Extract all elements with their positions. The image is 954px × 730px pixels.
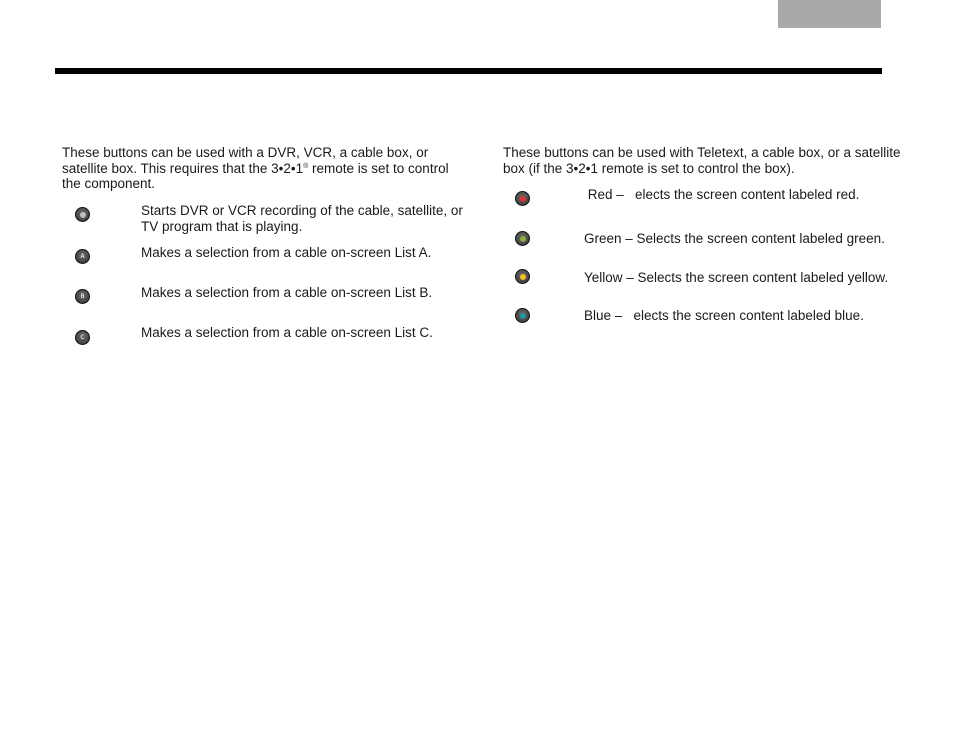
red-dot [520, 196, 526, 202]
header-tab [778, 0, 881, 28]
red-button-icon [515, 191, 530, 206]
green-description: Green – Selects the screen content labeled green. [584, 231, 885, 246]
list-b-button-icon: B [75, 289, 90, 304]
record-dot [80, 212, 86, 218]
green-button-icon [515, 231, 530, 246]
record-description: Starts DVR or VCR recording of the cable, satellite, or TV program that is playing. [141, 203, 463, 234]
list-a-button-icon: A [75, 249, 90, 264]
record-button-icon [75, 207, 90, 222]
blue-description: Blue – elects the screen content labeled blue. [584, 308, 864, 323]
registered-mark: ® [303, 162, 309, 170]
blue-button-icon [515, 308, 530, 323]
header-rule [55, 68, 882, 74]
yellow-description: Yellow – Selects the screen content labeled yellow. [584, 270, 889, 285]
yellow-button-icon [515, 269, 530, 284]
list-c-description: Makes a selection from a cable on-screen List C. [141, 325, 433, 340]
list-b-description: Makes a selection from a cable on-screen List B. [141, 285, 433, 300]
yellow-dot [520, 274, 526, 280]
list-a-description: Makes a selection from a cable on-screen List A. [141, 245, 432, 260]
blue-dot [520, 313, 526, 319]
list-c-button-icon: C [75, 330, 90, 345]
green-dot [520, 236, 526, 242]
intro-left: These buttons can be used with a DVR, VCR, a cable box, or satellite box. This requires that the 3•2•1® remote is set to control the component. [62, 145, 449, 191]
red-description: Red – elects the screen content labeled red. [584, 187, 860, 202]
intro-right: These buttons can be used with Teletext, a cable box, or a satellite box (if the 3•2•1 remote is set to control the box). [503, 145, 901, 176]
